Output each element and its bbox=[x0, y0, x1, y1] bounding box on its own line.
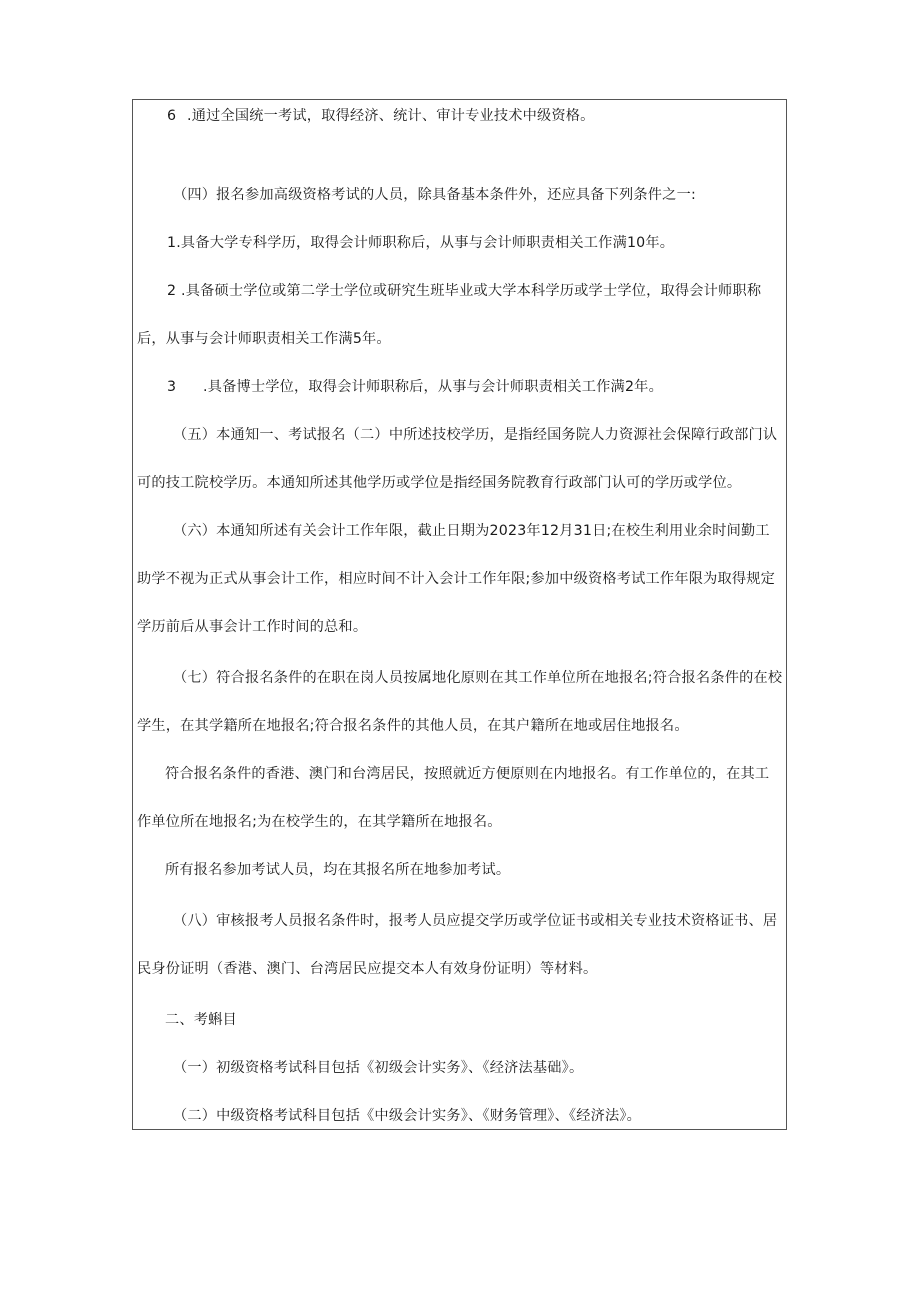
line-text: （四）报名参加高级资格考试的人员，除具备基本条件外，还应具备下列条件之一: bbox=[173, 187, 696, 203]
paragraph-line bbox=[137, 473, 741, 493]
list-number: 2 bbox=[167, 283, 177, 299]
list-number: 6 bbox=[167, 108, 177, 124]
line-text: （六）本通知所述有关会计工作年限，截止日期为2023年12月31日;在校生利用业余时间勤工 bbox=[173, 523, 770, 539]
line-text: （二）中级资格考试科目包括《中级会计实务》、《财务管理》、《经济法》。 bbox=[173, 1108, 642, 1124]
line-text: 学历前后从事会计工作时间的总和。 bbox=[137, 619, 368, 635]
line-text: （一）初级资格考试科目包括《初级会计实务》、《经济法基础》。 bbox=[173, 1060, 584, 1076]
line-text: 符合报名条件的香港、澳门和台湾居民，按照就近方便原则在内地报名。有工作单位的，在其工 bbox=[165, 766, 770, 782]
line-text: （五）本通知一、考试报名（二）中所述技校学历，是指经国务院人力资源社会保障行政部门认 bbox=[173, 427, 778, 443]
paragraph-line bbox=[137, 329, 391, 349]
paragraph-line bbox=[167, 233, 674, 253]
line-text: （七）符合报名条件的在职在岗人员按属地化原则在其工作单位所在地报名;符合报名条件的在校 bbox=[173, 670, 783, 686]
paragraph-line bbox=[137, 812, 502, 832]
paragraph-line bbox=[137, 716, 689, 736]
paragraph-line bbox=[173, 668, 782, 688]
paragraph-line bbox=[173, 911, 777, 931]
line-text: 作单位所在地报名;为在校学生的，在其学籍所在地报名。 bbox=[137, 814, 502, 830]
line-text: .具备博士学位，取得会计师职称后，从事与会计师职责相关工作满2年。 bbox=[203, 379, 663, 395]
list-number: 3 bbox=[167, 379, 177, 395]
paragraph-line bbox=[165, 860, 510, 880]
line-text: .具备硕士学位或第二学士学位或研究生班毕业或大学本科学历或学士学位，取得会计师职称 bbox=[181, 283, 762, 299]
paragraph-line bbox=[165, 764, 769, 784]
line-text: 民身份证明（香港、澳门、台湾居民应提交本人有效身份证明）等材料。 bbox=[137, 961, 598, 977]
paragraph-line bbox=[173, 1058, 583, 1078]
paragraph-line bbox=[173, 521, 770, 541]
paragraph-line bbox=[137, 569, 775, 589]
section-heading bbox=[165, 1010, 237, 1030]
line-text: 学生，在其学籍所在地报名;符合报名条件的其他人员，在其户籍所在地或居住地报名。 bbox=[137, 718, 689, 734]
paragraph-line bbox=[167, 377, 663, 397]
line-text: 1.具备大学专科学历，取得会计师职称后，从事与会计师职责相关工作满10年。 bbox=[167, 235, 675, 251]
line-text: 所有报名参加考试人员，均在其报名所在地参加考试。 bbox=[165, 862, 511, 878]
line-text: .通过全国统一考试，取得经济、统计、审计专业技术中级资格。 bbox=[187, 108, 595, 124]
line-text: （八）审核报考人员报名条件时，报考人员应提交学历或学位证书或相关专业技术资格证书、居 bbox=[173, 913, 778, 929]
line-text: 可的技工院校学历。本通知所述其他学历或学位是指经国务院教育行政部门认可的学历或学位。 bbox=[137, 475, 742, 491]
paragraph-line bbox=[137, 959, 597, 979]
paragraph-line bbox=[173, 425, 777, 445]
document-page bbox=[132, 99, 787, 1130]
line-text: 后，从事与会计师职责相关工作满5年。 bbox=[137, 331, 391, 347]
paragraph-line bbox=[167, 106, 595, 126]
paragraph-line bbox=[137, 617, 367, 637]
paragraph-line bbox=[167, 281, 761, 301]
paragraph-line bbox=[173, 185, 696, 205]
paragraph-line bbox=[173, 1106, 641, 1126]
line-text: 二、考蝌目 bbox=[165, 1012, 237, 1028]
line-text: 助学不视为正式从事会计工作，相应时间不计入会计工作年限;参加中级资格考试工作年限为取得规定 bbox=[137, 571, 776, 587]
